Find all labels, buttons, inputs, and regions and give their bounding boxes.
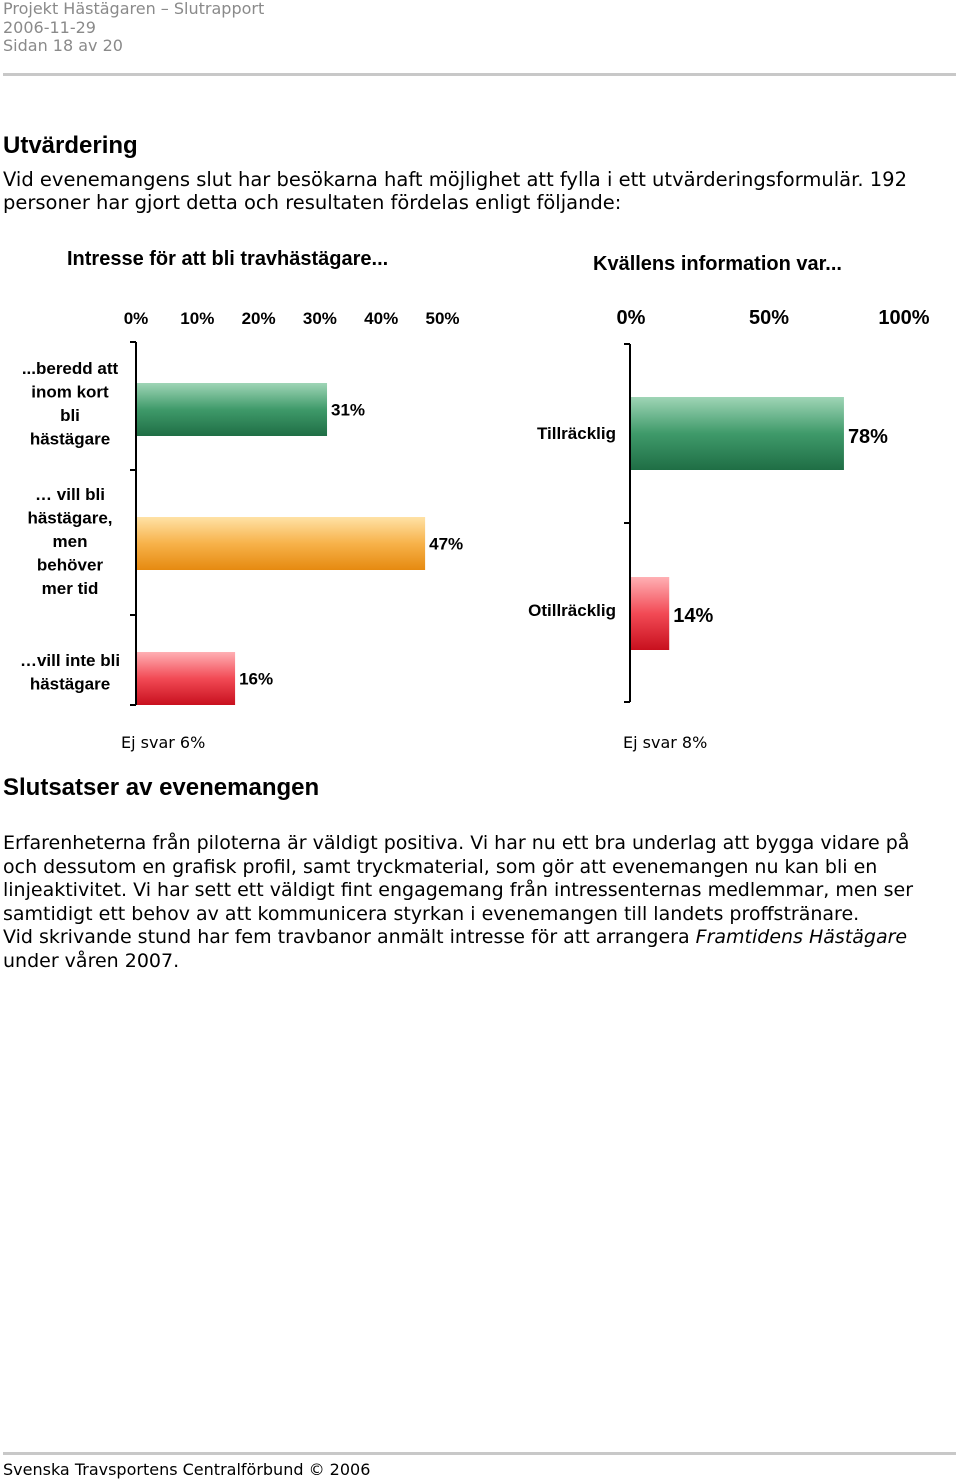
header-divider — [3, 73, 956, 76]
footer-text: Svenska Travsportens Centralförbund © 2006 — [3, 1460, 371, 1479]
conclusions-paragraph-2 — [3, 926, 948, 973]
no-answer-note: Ej svar 6% — [121, 733, 206, 752]
charts-area — [0, 240, 960, 760]
bar — [631, 397, 844, 470]
section-heading-evaluation: Utvärdering — [3, 132, 138, 159]
axis-tick-label: 100% — [878, 307, 930, 329]
header-title: Projekt Hästägaren – Slutrapport — [3, 0, 265, 18]
no-answer-note: Ej svar 8% — [623, 733, 708, 752]
intro-paragraph: Vid evenemangens slut har besökarna haft möjlighet att fylla i ett utvärderingsformulär. 192 personer har gjort detta och resultaten fördelas enligt följande: — [3, 168, 907, 214]
axis-tick-label: 10% — [180, 309, 215, 328]
category-label: Tillräcklig — [536, 424, 616, 443]
bar — [631, 577, 669, 650]
para2-italic: Framtidens Hästägare — [695, 926, 908, 948]
category-label: mer tid — [41, 579, 99, 598]
bar — [137, 383, 327, 436]
header-date: 2006-11-29 — [3, 18, 96, 37]
category-label: hästägare, — [27, 508, 113, 528]
footer-divider — [3, 1452, 956, 1455]
axis-tick-label: 0% — [616, 307, 646, 329]
category-label: hästägare — [29, 674, 111, 694]
axis-tick-label: 50% — [425, 309, 460, 328]
para2-start: Vid skrivande stund har fem travbanor anmält intresse för att arrangera — [3, 926, 696, 948]
data-label: 31% — [331, 400, 366, 420]
bar — [137, 517, 425, 570]
category-label: Otillräcklig — [528, 601, 616, 620]
axis-tick-label: 40% — [364, 309, 399, 328]
data-label: 16% — [239, 669, 274, 689]
data-label: 14% — [673, 605, 714, 627]
information-chart — [528, 253, 930, 752]
chart-title: Kvällens information var... — [593, 253, 842, 275]
axis-tick-label: 30% — [302, 309, 337, 328]
conclusions-text — [3, 832, 948, 973]
data-label: 47% — [429, 534, 464, 554]
interest-chart — [20, 248, 463, 752]
category-label: bli — [60, 406, 80, 425]
category-label: inom kort — [31, 382, 109, 402]
data-label: 78% — [847, 426, 888, 448]
conclusions-paragraph-1: Erfarenheterna från piloterna är väldigt positiva. Vi har nu ett bra underlag att bygga vidare på och dessutom en grafisk profil, samt tryckmaterial, som gör att evenemangen nu kan bli en linjeaktivitet. Vi har sett ett väldigt fint engagemang från intressenternas medlemmar, men ser samtidigt ett behov av att kommunicera styrkan i evenemangen till landets proffstränare. — [3, 832, 914, 925]
para2-end: under våren 2007. — [3, 949, 180, 972]
category-label: behöver — [36, 555, 104, 575]
axis-tick-label: 50% — [748, 307, 790, 329]
category-label: …vill inte bli — [19, 651, 121, 670]
axis-tick-label: 20% — [241, 309, 276, 328]
category-label: ...beredd att — [21, 359, 119, 378]
category-label: … vill bli — [35, 485, 105, 504]
section-heading-conclusions: Slutsatser av evenemangen — [3, 774, 320, 801]
header-page: Sidan 18 av 20 — [3, 36, 123, 55]
category-label: hästägare — [29, 429, 111, 449]
chart-title: Intresse för att bli travhästägare... — [67, 248, 389, 270]
axis-tick-label: 0% — [123, 309, 149, 328]
category-label: men — [52, 532, 88, 551]
bar — [137, 652, 235, 705]
